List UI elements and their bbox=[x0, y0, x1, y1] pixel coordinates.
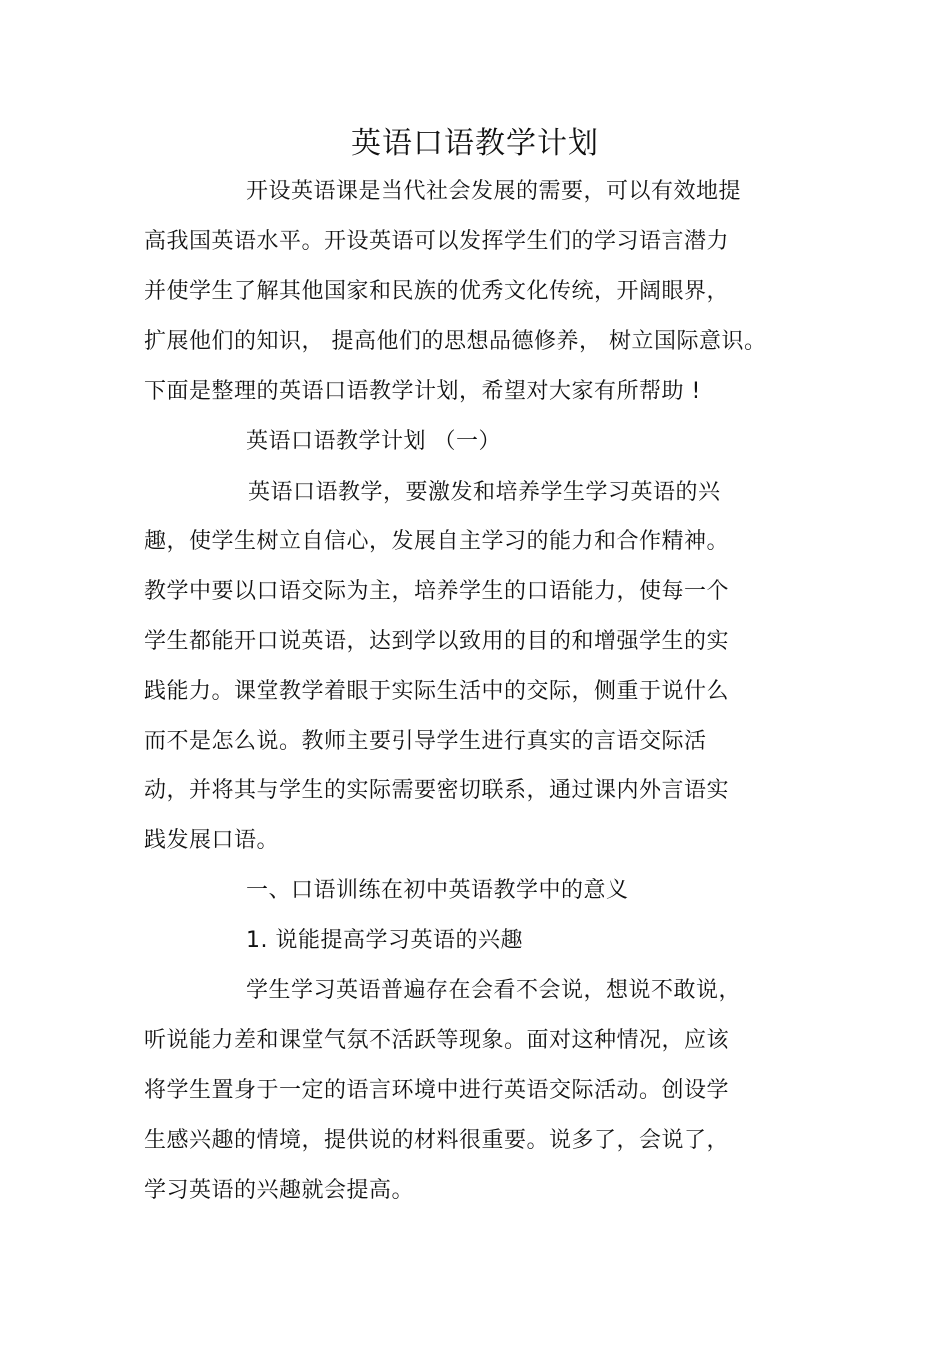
document-title: 英语口语教学计划 bbox=[351, 126, 599, 161]
para1-line-4: 学生都能开口说英语，达到学以致用的目的和增强学生的实 bbox=[144, 629, 730, 654]
intro-line-1: 开设英语课是当代社会发展的需要，可以有效地提 bbox=[246, 179, 742, 204]
subheading-2: 1. 说能提高学习英语的兴趣 bbox=[246, 928, 523, 953]
para1-line-5: 践能力。课堂教学着眼于实际生活中的交际，侧重于说什么 bbox=[144, 679, 730, 704]
para1-line-7: 动，并将其与学生的实际需要密切联系，通过课内外言语实 bbox=[144, 778, 730, 803]
para1-line-2: 趣，使学生树立自信心，发展自主学习的能力和合作精神。 bbox=[144, 529, 730, 554]
para1-line-3: 教学中要以口语交际为主，培养学生的口语能力，使每一个 bbox=[144, 579, 730, 604]
para2-line-2: 听说能力差和课堂气氛不活跃等现象。面对这种情况，应该 bbox=[144, 1028, 730, 1053]
para2-line-5: 学习英语的兴趣就会提高。 bbox=[144, 1178, 415, 1203]
para2-line-3: 将学生置身于一定的语言环境中进行英语交际活动。创设学 bbox=[144, 1078, 730, 1103]
para1-line-6: 而不是怎么说。教师主要引导学生进行真实的言语交际活 bbox=[144, 729, 707, 754]
para2-line-1: 学生学习英语普遍存在会看不会说，想说不敢说， bbox=[246, 978, 742, 1003]
section-heading: 英语口语教学计划 （一） bbox=[246, 429, 501, 454]
intro-line-3: 并使学生了解其他国家和民族的优秀文化传统，开阔眼界， bbox=[144, 279, 730, 304]
intro-line-5: 下面是整理的英语口语教学计划，希望对大家有所帮助 ! bbox=[144, 379, 701, 404]
subheading-1: 一、口语训练在初中英语教学中的意义 bbox=[246, 878, 629, 903]
para1-line-1: 英语口语教学，要激发和培养学生学习英语的兴 bbox=[248, 480, 721, 505]
para2-line-4: 生感兴趣的情境，提供说的材料很重要。说多了，会说了， bbox=[144, 1128, 730, 1153]
intro-line-4: 扩展他们的知识， 提高他们的思想品德修养， 树立国际意识。 bbox=[144, 329, 767, 354]
para1-line-8: 践发展口语。 bbox=[144, 828, 280, 853]
intro-line-2: 高我国英语水平。开设英语可以发挥学生们的学习语言潜力 bbox=[144, 229, 730, 254]
